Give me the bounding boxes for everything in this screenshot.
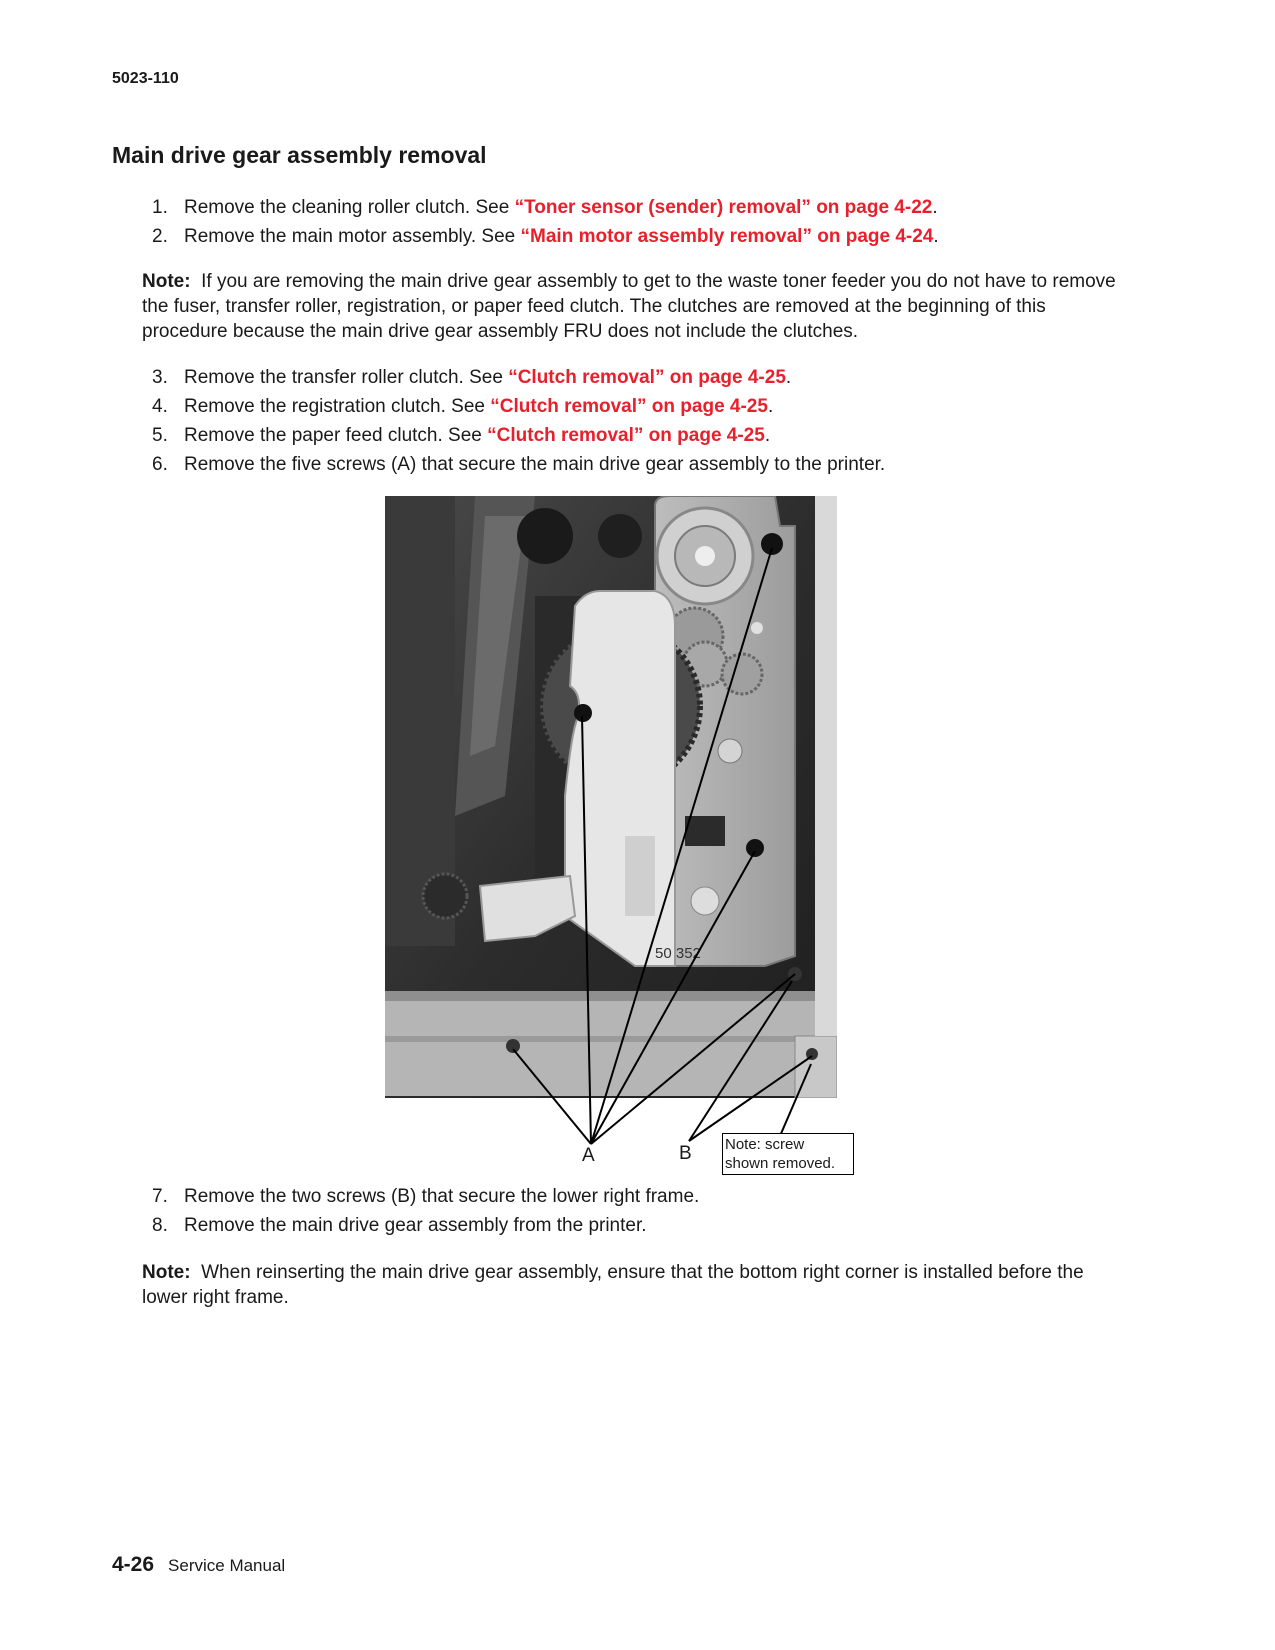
note-second bbox=[142, 1260, 1132, 1310]
step-number: 4. bbox=[152, 396, 168, 417]
step-number: 1. bbox=[152, 197, 168, 218]
figure-main-drive-gear bbox=[385, 496, 837, 1179]
step-number: 2. bbox=[152, 226, 168, 247]
model-number: 5023-110 bbox=[112, 70, 179, 87]
steps-list-first bbox=[144, 193, 939, 251]
step-7 bbox=[144, 1182, 699, 1211]
link-toner-sensor-removal[interactable]: “Toner sensor (sender) removal” on page 4-22 bbox=[514, 197, 933, 218]
link-clutch-removal[interactable]: “Clutch removal” on page 4-25 bbox=[487, 425, 765, 446]
callout-label-b: B bbox=[679, 1143, 692, 1164]
step-text: Remove the cleaning roller clutch. See bbox=[184, 197, 515, 218]
callout-label-a: A bbox=[582, 1145, 595, 1166]
note-label: Note: bbox=[142, 1262, 191, 1283]
note-first bbox=[142, 269, 1132, 344]
step-text: Remove the paper feed clutch. See bbox=[184, 425, 488, 446]
step-1 bbox=[144, 193, 939, 222]
figure-note-line1: Note: screw bbox=[725, 1136, 805, 1153]
step-text: Remove the transfer roller clutch. See bbox=[184, 367, 509, 388]
link-clutch-removal[interactable]: “Clutch removal” on page 4-25 bbox=[490, 396, 768, 417]
page-number: 4-26 bbox=[112, 1553, 155, 1576]
step-4 bbox=[144, 392, 885, 421]
figure-note-line2: shown removed. bbox=[725, 1155, 836, 1172]
step-5 bbox=[144, 421, 885, 450]
step-end: . bbox=[764, 425, 771, 446]
step-text: Remove the five screws (A) that secure the main drive gear assembly to the printer. bbox=[184, 454, 886, 475]
step-end: . bbox=[933, 226, 939, 247]
step-number: 8. bbox=[152, 1215, 168, 1236]
step-text: Remove the main drive gear assembly from the printer. bbox=[184, 1215, 647, 1236]
steps-list-second bbox=[144, 363, 885, 479]
note-label: Note: bbox=[142, 271, 191, 292]
step-end: . bbox=[767, 396, 774, 417]
link-main-motor-removal[interactable]: “Main motor assembly removal” on page 4-24 bbox=[520, 226, 934, 247]
step-3 bbox=[144, 363, 885, 392]
step-text: Remove the main motor assembly. See bbox=[184, 226, 521, 247]
note-text: When reinserting the main drive gear assembly, ensure that the bottom right corner is installed before the lower right frame. bbox=[142, 1262, 1084, 1308]
manual-name: Service Manual bbox=[168, 1556, 286, 1575]
step-number: 6. bbox=[152, 454, 168, 475]
step-end: . bbox=[785, 367, 792, 388]
figure-note-box bbox=[722, 1133, 854, 1175]
page-footer bbox=[112, 1553, 285, 1577]
step-number: 5. bbox=[152, 425, 168, 446]
steps-list-third bbox=[144, 1182, 699, 1240]
step-8 bbox=[144, 1211, 699, 1240]
photo-part-number: 50 352 bbox=[655, 945, 701, 962]
step-number: 3. bbox=[152, 367, 168, 388]
link-clutch-removal[interactable]: “Clutch removal” on page 4-25 bbox=[508, 367, 786, 388]
step-end: . bbox=[932, 197, 938, 218]
page-title: Main drive gear assembly removal bbox=[112, 142, 487, 168]
step-6 bbox=[144, 450, 885, 479]
note-text: If you are removing the main drive gear assembly to get to the waste toner feeder you do not have to remove the fuser, transfer roller, registration, or paper feed clutch. The clutches are removed at the beginning of this procedure because the main drive gear assembly FRU does not include the clutches. bbox=[142, 271, 1116, 342]
step-text: Remove the registration clutch. See bbox=[184, 396, 491, 417]
step-2 bbox=[144, 222, 939, 251]
step-number: 7. bbox=[152, 1186, 168, 1207]
step-text: Remove the two screws (B) that secure the lower right frame. bbox=[184, 1186, 700, 1207]
callout-lines bbox=[385, 496, 837, 1179]
